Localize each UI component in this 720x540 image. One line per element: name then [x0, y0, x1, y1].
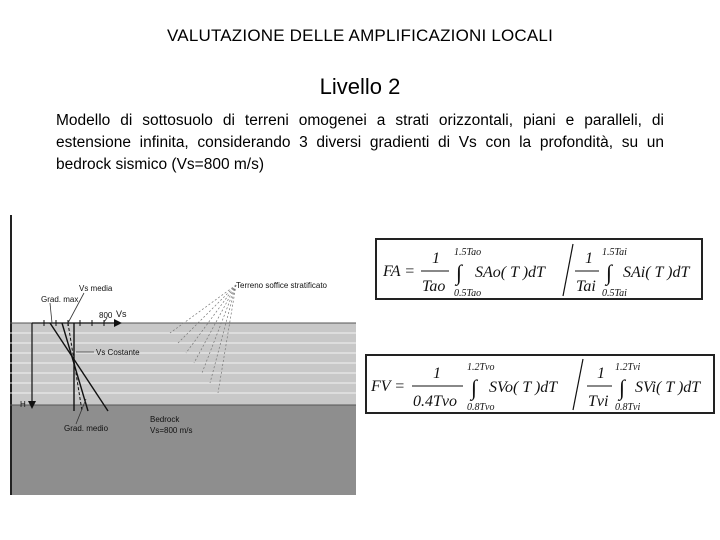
vs-media-label: Vs media [79, 284, 113, 293]
fv-one-left: 1 [433, 365, 441, 382]
formula-fa-box [375, 238, 703, 300]
vs-800-label: 800 [99, 311, 113, 320]
fv-integrand-left: SVo( T )dT [489, 379, 558, 396]
grad-medio-label: Grad. medio [64, 424, 109, 433]
fa-integral-left-icon: ∫ [456, 260, 463, 285]
fa-den-right: Tai [576, 278, 596, 295]
fv-den-left: 0.4Tvo [413, 393, 457, 410]
fa-integrand-left: SAo( T )dT [475, 264, 545, 281]
terreno-label: Terreno soffice stratificato [236, 281, 328, 290]
fv-one-right: 1 [597, 365, 605, 382]
fa-integrand-right: SAi( T )dT [623, 264, 690, 281]
fa-one-left: 1 [432, 250, 440, 267]
page-title: VALUTAZIONE DELLE AMPLIFICAZIONI LOCALI [167, 26, 553, 45]
vs-axis-label: Vs [116, 309, 127, 319]
fv-den-right: Tvi [588, 393, 609, 410]
fa-upper-right: 1.5Tai [602, 247, 627, 258]
fa-upper-left: 1.5Tao [454, 247, 482, 258]
description-paragraph: Modello di sottosuolo di terreni omogenei a strati orizzontali, piani e paralleli, di estensione infinita, considerando 3 diversi gradienti di Vs con la profondità, su un bedrock sismico (Vs=800 m/s) [56, 112, 664, 173]
fa-division-slash [563, 244, 573, 296]
fa-lower-left: 0.5Tao [454, 288, 482, 298]
grad-max-label: Grad. max [41, 295, 79, 304]
fv-integral-left-icon: ∫ [471, 375, 478, 400]
fa-integral-right-icon: ∫ [606, 260, 613, 285]
fv-lhs: FV = [371, 378, 406, 395]
fa-den-left: Tao [422, 278, 446, 295]
fv-division-slash [573, 359, 583, 410]
formula-fa [377, 240, 701, 298]
h-label: H [20, 400, 26, 409]
bedrock-vs-label: Vs=800 m/s [150, 426, 193, 435]
fv-lower-left: 0.8Tvo [467, 402, 495, 412]
fa-lhs: FA = [383, 263, 415, 280]
vs-costante-label: Vs Costante [96, 348, 140, 357]
soil-model-diagram [10, 215, 356, 495]
bedrock-layer [10, 405, 356, 495]
fv-integral-right-icon: ∫ [619, 375, 626, 400]
fa-one-right: 1 [585, 250, 593, 267]
bedrock-label: Bedrock [150, 415, 180, 424]
formula-fv-box [365, 354, 715, 414]
fv-integrand-right: SVi( T )dT [635, 379, 701, 396]
formula-fv [367, 356, 713, 412]
fv-upper-right: 1.2Tvi [615, 362, 641, 373]
fv-lower-right: 0.8Tvi [615, 402, 641, 412]
fv-upper-left: 1.2Tvo [467, 362, 495, 373]
page-subtitle: Livello 2 [319, 74, 401, 99]
fa-lower-right: 0.5Tai [602, 288, 627, 298]
